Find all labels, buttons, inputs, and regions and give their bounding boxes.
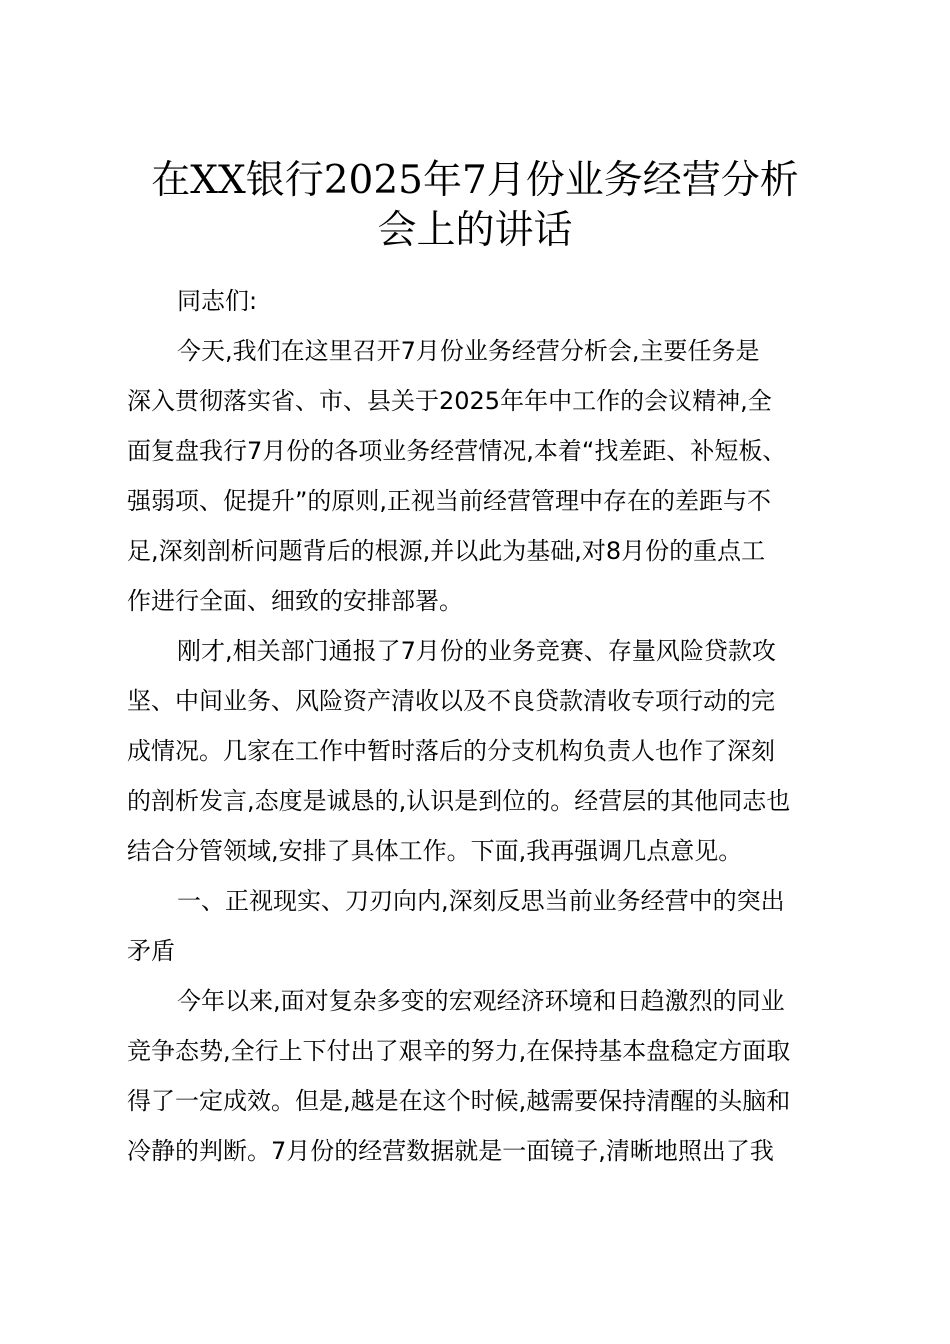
text-line: 面复盘我行7月份的各项业务经营情况,本着“找差距、补短板、 xyxy=(127,437,787,465)
text-line: 深入贯彻落实省、市、县关于2025年年中工作的会议精神,全 xyxy=(127,387,772,415)
document-title-line-1: 在XX银行2025年7月份业务经营分析 xyxy=(151,158,799,203)
text-line: 的剖析发言,态度是诚恳的,认识是到位的。经营层的其他同志也 xyxy=(127,787,791,815)
text-line: 坚、中间业务、风险资产清收以及不良贷款清收专项行动的完 xyxy=(127,687,775,715)
document-body xyxy=(127,276,837,1176)
text-line: 强弱项、促提升”的原则,正视当前经营管理中存在的差距与不 xyxy=(127,487,772,515)
text-line: 足,深刻剖析问题背后的根源,并以此为基础,对8月份的重点工 xyxy=(127,537,766,565)
text-line: 今天,我们在这里召开7月份业务经营分析会,主要任务是 xyxy=(177,337,760,365)
text-line: 作进行全面、细致的安排部署。 xyxy=(127,587,463,615)
section-heading-line: 一、正视现实、刀刃向内,深刻反思当前业务经营中的突出 xyxy=(177,887,785,915)
text-line: 竞争态势,全行上下付出了艰辛的努力,在保持基本盘稳定方面取 xyxy=(127,1037,791,1065)
text-line: 今年以来,面对复杂多变的宏观经济环境和日趋激烈的同业 xyxy=(177,987,785,1015)
salutation: 同志们: xyxy=(177,287,258,315)
text-line: 冷静的判断。7月份的经营数据就是一面镜子,清晰地照出了我 xyxy=(127,1137,774,1165)
section-heading-line: 矛盾 xyxy=(127,937,175,965)
text-line: 结合分管领域,安排了具体工作。下面,我再强调几点意见。 xyxy=(127,837,743,865)
document-title-line-2: 会上的讲话 xyxy=(377,208,573,253)
text-line: 成情况。几家在工作中暂时落后的分支机构负责人也作了深刻 xyxy=(127,737,775,765)
text-line: 得了一定成效。但是,越是在这个时候,越需要保持清醒的头脑和 xyxy=(127,1087,791,1115)
text-line: 刚才,相关部门通报了7月份的业务竞赛、存量风险贷款攻 xyxy=(177,637,776,665)
